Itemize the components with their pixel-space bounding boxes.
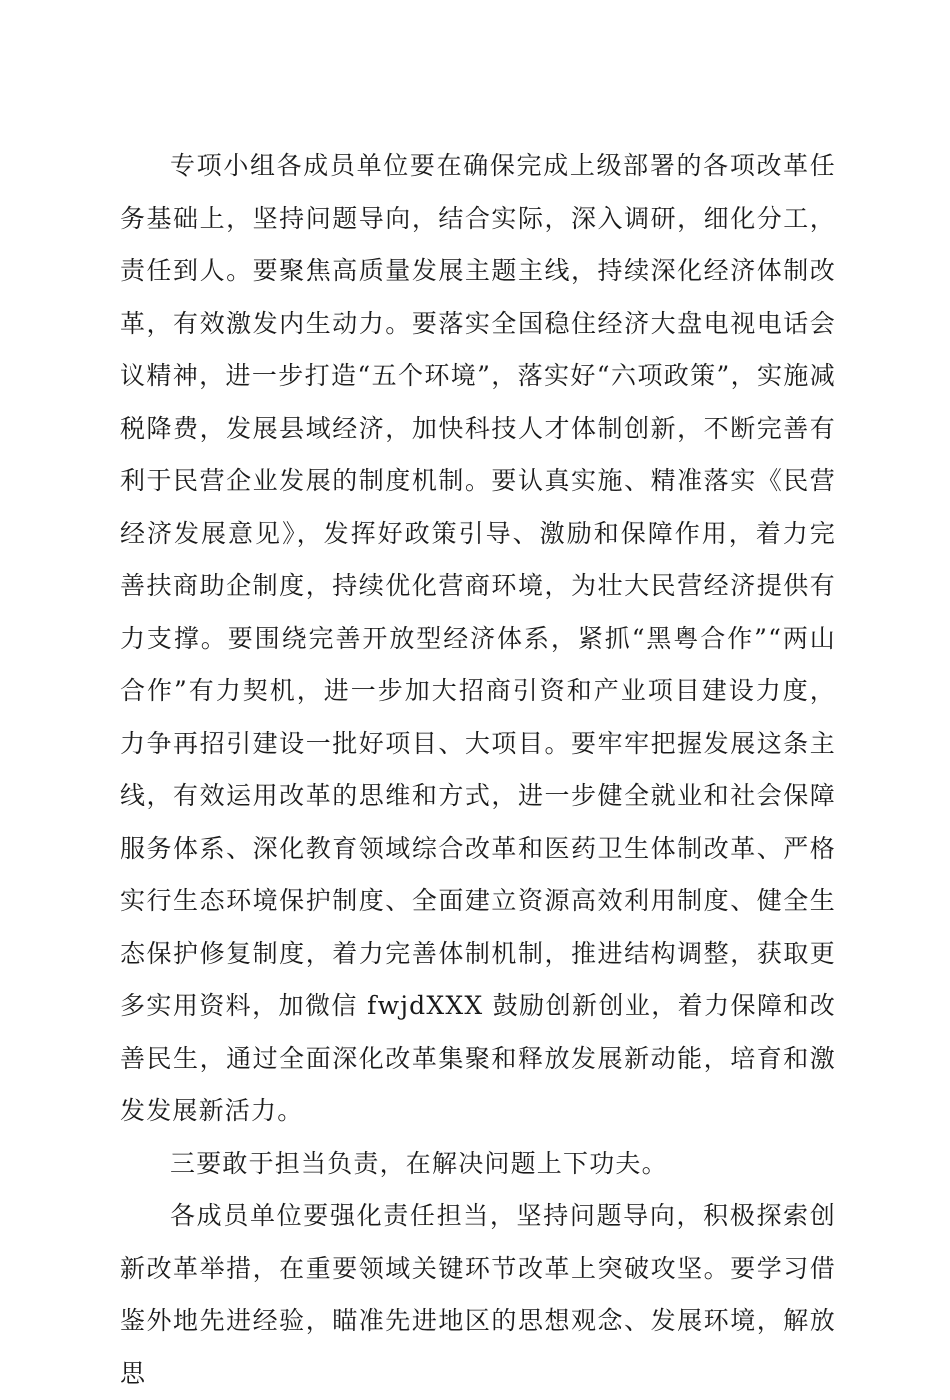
- paragraph-reform-tasks: 专项小组各成员单位要在确保完成上级部署的各项改革任务基础上，坚持问题导向，结合实际，深入调研，细化分工，责任到人。要聚焦高质量发展主题主线，持续深化经济体制改革，有效激发内生动力。要落实全国稳住经济大盘电视电话会议精神，进一步打造“五个环境”，落实好“六项政策”，实施减税降费，发展县域经济，加快科技人才体制创新，不断完善有利于民营企业发展的制度机制。要认真实施、精准落实《民营经济发展意见》，发挥好政策引导、激励和保障作用，着力完善扶商助企制度，持续优化营商环境，为壮大民营经济提供有力支撑。要围绕完善开放型经济体系，紧抓“黑粤合作”“两山合作”有力契机，进一步加大招商引资和产业项目建设力度，力争再招引建设一批好项目、大项目。要牢牢把握发展这条主线，有效运用改革的思维和方式，进一步健全就业和社会保障服务体系、深化教育领域综合改革和医药卫生体制改革、严格实行生态环境保护制度、全面建立资源高效利用制度、健全生态保护修复制度，着力完善体制机制，推进结构调整，获取更多实用资料，加微信 fwjdXXX 鼓励创新创业，着力保障和改善民生，通过全面深化改革集聚和释放发展新动能，培育和激发发展新活力。: [120, 151, 836, 1125]
- paragraph-heading-three: 三要敢于担当负责，在解决问题上下功夫。: [170, 1148, 668, 1178]
- paragraph-responsibility: 各成员单位要强化责任担当，坚持问题导向，积极探索创新改革举措，在重要领域关键环节改革上突破攻坚。要学习借鉴外地先进经验，瞄准先进地区的思想观念、发展环境，解放思: [120, 1201, 836, 1388]
- document-body: [120, 140, 836, 1400]
